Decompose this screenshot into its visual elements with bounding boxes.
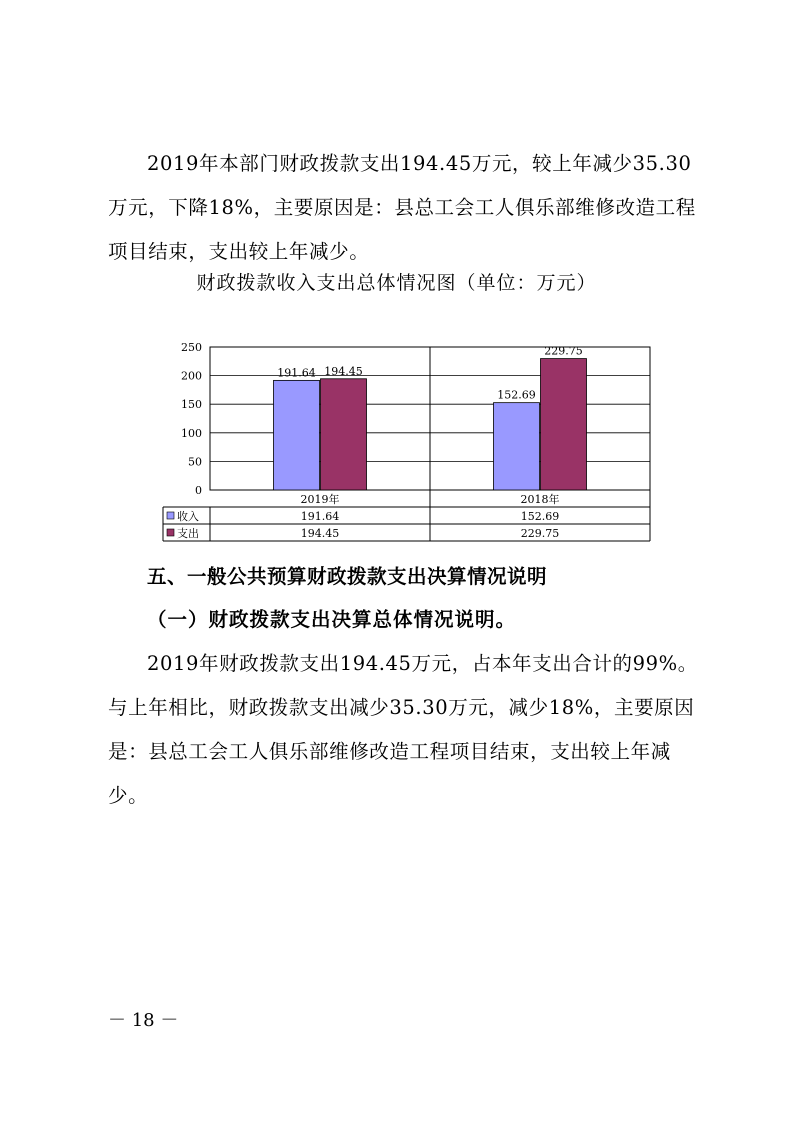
data-label: 191.64 [277,366,316,380]
data-label: 152.69 [497,388,536,402]
table-value: 194.45 [300,527,340,540]
y-tick-label: 0 [195,484,202,497]
data-label: 229.75 [544,344,583,358]
page-number: － 18 － [108,1010,179,1031]
section-5-heading: 五、一般公共预算财政拨款支出决算情况说明 [147,565,548,588]
table-value: 229.75 [520,527,560,540]
chart-caption: 财政拨款收入支出总体情况图（单位：万元） [196,272,597,294]
subsection-1-heading: （一）财政拨款支出决算总体情况说明。 [147,608,517,631]
bar-支出 [541,359,587,490]
bar-chart [160,338,660,550]
legend-label: 收入 [177,510,199,523]
y-tick-label: 250 [181,341,202,354]
bar-收入 [274,380,320,490]
table-value: 152.69 [520,510,560,523]
paragraph-2: 2019年财政拨款支出194.45万元，占本年支出合计的99%。与上年相比，财政拨款支出减少35.30万元，减少18%，主要原因是：县总工会工人俱乐部维修改造工程项目结束，支出较上年减少。 [108,652,698,807]
x-category-label: 2019年 [300,493,340,506]
data-label: 194.45 [324,364,363,378]
y-tick-label: 50 [188,455,202,469]
x-category-label: 2018年 [520,493,560,506]
y-tick-label: 150 [181,398,202,412]
y-tick-label: 200 [181,369,202,383]
legend-swatch [167,529,174,536]
legend-swatch [167,512,174,519]
bar-支出 [321,379,367,490]
legend-label: 支出 [177,527,199,540]
table-value: 191.64 [300,510,340,523]
paragraph-1: 2019年本部门财政拨款支出194.45万元，较上年减少35.30万元，下降18%，主要原因是：县总工会工人俱乐部维修改造工程项目结束，支出较上年减少。 [108,152,696,263]
bar-收入 [494,403,540,490]
y-tick-label: 100 [181,426,202,440]
